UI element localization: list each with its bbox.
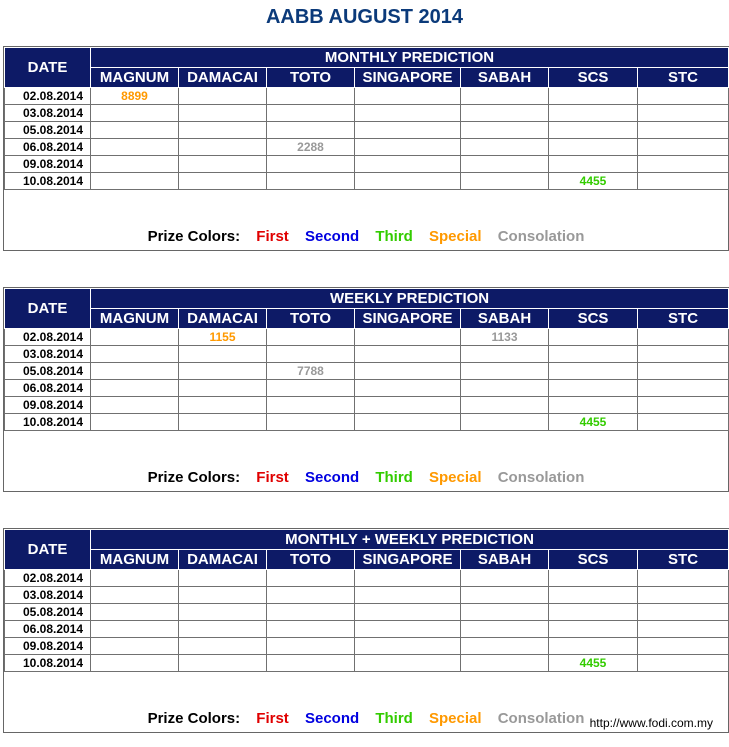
date-cell: 10.08.2014 bbox=[5, 414, 91, 431]
table-row bbox=[5, 380, 729, 397]
prediction-cell-magnum bbox=[91, 329, 179, 346]
prediction-cell-sabah bbox=[461, 570, 549, 587]
prediction-cell-singapore bbox=[355, 173, 461, 190]
prediction-cell-damacai bbox=[179, 122, 267, 139]
prediction-cell-scs bbox=[549, 329, 638, 346]
prediction-grid bbox=[4, 47, 729, 190]
date-cell: 09.08.2014 bbox=[5, 397, 91, 414]
column-header-magnum: MAGNUM bbox=[91, 309, 179, 329]
prediction-cell-stc bbox=[638, 156, 729, 173]
legend-third: Third bbox=[375, 469, 413, 486]
prediction-cell-singapore bbox=[355, 156, 461, 173]
table-row bbox=[5, 570, 729, 587]
prediction-cell-magnum bbox=[91, 397, 179, 414]
prediction-cell-damacai bbox=[179, 397, 267, 414]
table-row bbox=[5, 329, 729, 346]
prediction-cell-toto bbox=[267, 329, 355, 346]
prediction-cell-sabah bbox=[461, 173, 549, 190]
prediction-cell-stc bbox=[638, 414, 729, 431]
prediction-cell-toto: 7788 bbox=[267, 363, 355, 380]
prediction-cell-stc bbox=[638, 329, 729, 346]
prediction-cell-scs bbox=[549, 570, 638, 587]
date-cell: 05.08.2014 bbox=[5, 363, 91, 380]
prediction-cell-singapore bbox=[355, 105, 461, 122]
prediction-grid bbox=[4, 529, 729, 672]
prediction-cell-stc bbox=[638, 105, 729, 122]
prediction-cell-sabah bbox=[461, 88, 549, 105]
column-header-damacai: DAMACAI bbox=[179, 309, 267, 329]
prediction-cell-sabah: 1133 bbox=[461, 329, 549, 346]
prediction-cell-stc bbox=[638, 346, 729, 363]
table-row bbox=[5, 88, 729, 105]
legend-label: Prize Colors: bbox=[147, 710, 241, 727]
prediction-cell-sabah bbox=[461, 346, 549, 363]
legend-consolation: Consolation bbox=[497, 710, 585, 727]
date-cell: 10.08.2014 bbox=[5, 173, 91, 190]
prediction-cell-sabah bbox=[461, 122, 549, 139]
date-cell: 03.08.2014 bbox=[5, 587, 91, 604]
legend-third: Third bbox=[375, 228, 413, 245]
prediction-cell-magnum: 8899 bbox=[91, 88, 179, 105]
prediction-cell-scs bbox=[549, 122, 638, 139]
prediction-cell-damacai bbox=[179, 88, 267, 105]
column-header-scs: SCS bbox=[549, 68, 638, 88]
table-row bbox=[5, 173, 729, 190]
date-cell: 03.08.2014 bbox=[5, 105, 91, 122]
monthly-prediction-table bbox=[3, 46, 729, 251]
prediction-cell-scs bbox=[549, 587, 638, 604]
legend-area bbox=[4, 190, 728, 250]
legend-consolation: Consolation bbox=[497, 469, 585, 486]
column-header-singapore: SINGAPORE bbox=[355, 550, 461, 570]
prediction-cell-magnum bbox=[91, 156, 179, 173]
prediction-cell-magnum bbox=[91, 604, 179, 621]
prediction-cell-magnum bbox=[91, 139, 179, 156]
legend-area bbox=[4, 431, 728, 491]
table-heading: MONTHLY PREDICTION bbox=[91, 48, 729, 68]
prediction-cell-sabah bbox=[461, 139, 549, 156]
page-title: AABB AUGUST 2014 bbox=[265, 6, 464, 28]
legend-third: Third bbox=[375, 710, 413, 727]
prediction-cell-magnum bbox=[91, 587, 179, 604]
prediction-cell-scs bbox=[549, 139, 638, 156]
prediction-cell-magnum bbox=[91, 173, 179, 190]
column-header-stc: STC bbox=[638, 550, 729, 570]
prediction-cell-scs bbox=[549, 346, 638, 363]
prediction-cell-damacai bbox=[179, 156, 267, 173]
prediction-cell-damacai bbox=[179, 587, 267, 604]
prediction-cell-singapore bbox=[355, 587, 461, 604]
prediction-cell-stc bbox=[638, 139, 729, 156]
prediction-cell-magnum bbox=[91, 380, 179, 397]
prediction-cell-damacai bbox=[179, 105, 267, 122]
table-row bbox=[5, 156, 729, 173]
table-row bbox=[5, 414, 729, 431]
table-row bbox=[5, 363, 729, 380]
prediction-cell-damacai bbox=[179, 655, 267, 672]
prediction-cell-stc bbox=[638, 570, 729, 587]
prediction-cell-toto bbox=[267, 173, 355, 190]
prediction-cell-scs: 4455 bbox=[549, 655, 638, 672]
prediction-cell-stc bbox=[638, 88, 729, 105]
legend-special: Special bbox=[429, 228, 482, 245]
table-row bbox=[5, 638, 729, 655]
table-row bbox=[5, 105, 729, 122]
prediction-cell-stc bbox=[638, 122, 729, 139]
weekly-prediction-table bbox=[3, 287, 729, 492]
date-cell: 03.08.2014 bbox=[5, 346, 91, 363]
prediction-cell-singapore bbox=[355, 655, 461, 672]
prize-colors-legend bbox=[4, 228, 728, 245]
prediction-cell-singapore bbox=[355, 380, 461, 397]
prediction-cell-stc bbox=[638, 638, 729, 655]
prediction-cell-scs bbox=[549, 604, 638, 621]
prediction-cell-singapore bbox=[355, 139, 461, 156]
table-row bbox=[5, 604, 729, 621]
table-row bbox=[5, 139, 729, 156]
prediction-cell-toto bbox=[267, 105, 355, 122]
date-cell: 09.08.2014 bbox=[5, 638, 91, 655]
prediction-cell-magnum bbox=[91, 105, 179, 122]
monthly-weekly-prediction-table bbox=[3, 528, 729, 733]
prediction-cell-damacai bbox=[179, 173, 267, 190]
column-header-scs: SCS bbox=[549, 309, 638, 329]
prediction-cell-sabah bbox=[461, 156, 549, 173]
prediction-cell-damacai bbox=[179, 380, 267, 397]
legend-first: First bbox=[256, 710, 289, 727]
prediction-cell-toto bbox=[267, 88, 355, 105]
prediction-cell-sabah bbox=[461, 105, 549, 122]
table-row bbox=[5, 397, 729, 414]
prediction-cell-scs bbox=[549, 88, 638, 105]
prediction-cell-sabah bbox=[461, 604, 549, 621]
prediction-grid bbox=[4, 288, 729, 431]
column-header-singapore: SINGAPORE bbox=[355, 68, 461, 88]
date-header: DATE bbox=[5, 289, 91, 329]
prediction-cell-magnum bbox=[91, 570, 179, 587]
column-header-toto: TOTO bbox=[267, 550, 355, 570]
column-header-damacai: DAMACAI bbox=[179, 550, 267, 570]
prediction-cell-stc bbox=[638, 587, 729, 604]
date-cell: 02.08.2014 bbox=[5, 570, 91, 587]
prediction-cell-damacai bbox=[179, 363, 267, 380]
prediction-cell-singapore bbox=[355, 621, 461, 638]
column-header-toto: TOTO bbox=[267, 309, 355, 329]
column-header-sabah: SABAH bbox=[461, 550, 549, 570]
prediction-cell-magnum bbox=[91, 414, 179, 431]
prediction-cell-scs bbox=[549, 380, 638, 397]
legend-second: Second bbox=[304, 228, 360, 245]
prediction-cell-damacai bbox=[179, 638, 267, 655]
column-header-magnum: MAGNUM bbox=[91, 68, 179, 88]
prediction-cell-scs bbox=[549, 621, 638, 638]
prediction-cell-damacai: 1155 bbox=[179, 329, 267, 346]
prediction-cell-damacai bbox=[179, 414, 267, 431]
date-cell: 05.08.2014 bbox=[5, 122, 91, 139]
column-header-sabah: SABAH bbox=[461, 309, 549, 329]
table-row bbox=[5, 346, 729, 363]
prediction-cell-singapore bbox=[355, 638, 461, 655]
date-header: DATE bbox=[5, 530, 91, 570]
date-cell: 09.08.2014 bbox=[5, 156, 91, 173]
prediction-cell-toto bbox=[267, 397, 355, 414]
prediction-cell-toto bbox=[267, 570, 355, 587]
prediction-cell-sabah bbox=[461, 380, 549, 397]
legend-consolation: Consolation bbox=[497, 228, 585, 245]
prediction-cell-magnum bbox=[91, 363, 179, 380]
prediction-cell-magnum bbox=[91, 621, 179, 638]
prediction-cell-sabah bbox=[461, 587, 549, 604]
prediction-cell-sabah bbox=[461, 363, 549, 380]
prediction-cell-toto bbox=[267, 621, 355, 638]
prediction-cell-damacai bbox=[179, 346, 267, 363]
prediction-cell-singapore bbox=[355, 414, 461, 431]
prediction-cell-damacai bbox=[179, 621, 267, 638]
prediction-cell-damacai bbox=[179, 570, 267, 587]
date-header: DATE bbox=[5, 48, 91, 88]
prediction-cell-scs bbox=[549, 638, 638, 655]
prediction-cell-sabah bbox=[461, 397, 549, 414]
table-body bbox=[5, 329, 729, 431]
prediction-cell-toto bbox=[267, 156, 355, 173]
prediction-cell-toto bbox=[267, 346, 355, 363]
prediction-cell-singapore bbox=[355, 397, 461, 414]
table-row bbox=[5, 655, 729, 672]
prize-colors-legend bbox=[4, 469, 728, 486]
date-cell: 06.08.2014 bbox=[5, 380, 91, 397]
date-cell: 05.08.2014 bbox=[5, 604, 91, 621]
prediction-cell-stc bbox=[638, 655, 729, 672]
website-url: http://www.fodi.com.my bbox=[589, 716, 713, 730]
prediction-cell-scs bbox=[549, 105, 638, 122]
prediction-cell-stc bbox=[638, 397, 729, 414]
column-header-magnum: MAGNUM bbox=[91, 550, 179, 570]
prediction-cell-toto bbox=[267, 655, 355, 672]
column-header-scs: SCS bbox=[549, 550, 638, 570]
prediction-cell-toto bbox=[267, 380, 355, 397]
table-row bbox=[5, 122, 729, 139]
date-cell: 02.08.2014 bbox=[5, 329, 91, 346]
date-cell: 02.08.2014 bbox=[5, 88, 91, 105]
table-body bbox=[5, 88, 729, 190]
prediction-cell-toto bbox=[267, 604, 355, 621]
prediction-cell-singapore bbox=[355, 346, 461, 363]
prediction-cell-stc bbox=[638, 380, 729, 397]
prediction-cell-singapore bbox=[355, 570, 461, 587]
prediction-cell-magnum bbox=[91, 122, 179, 139]
prediction-cell-scs bbox=[549, 156, 638, 173]
prediction-cell-sabah bbox=[461, 414, 549, 431]
prediction-cell-sabah bbox=[461, 638, 549, 655]
prediction-cell-scs: 4455 bbox=[549, 173, 638, 190]
legend-first: First bbox=[256, 228, 289, 245]
prediction-cell-toto bbox=[267, 587, 355, 604]
prediction-cell-damacai bbox=[179, 139, 267, 156]
prediction-cell-damacai bbox=[179, 604, 267, 621]
column-header-damacai: DAMACAI bbox=[179, 68, 267, 88]
date-cell: 06.08.2014 bbox=[5, 621, 91, 638]
column-header-stc: STC bbox=[638, 68, 729, 88]
prediction-cell-stc bbox=[638, 363, 729, 380]
prediction-cell-magnum bbox=[91, 346, 179, 363]
prediction-cell-singapore bbox=[355, 88, 461, 105]
prediction-cell-singapore bbox=[355, 122, 461, 139]
prediction-cell-sabah bbox=[461, 621, 549, 638]
column-header-stc: STC bbox=[638, 309, 729, 329]
prediction-cell-scs: 4455 bbox=[549, 414, 638, 431]
legend-label: Prize Colors: bbox=[147, 469, 241, 486]
prediction-cell-sabah bbox=[461, 655, 549, 672]
prediction-cell-toto bbox=[267, 414, 355, 431]
legend-second: Second bbox=[304, 710, 360, 727]
table-row bbox=[5, 621, 729, 638]
legend-special: Special bbox=[429, 469, 482, 486]
table-body bbox=[5, 570, 729, 672]
prediction-cell-scs bbox=[549, 363, 638, 380]
table-heading: WEEKLY PREDICTION bbox=[91, 289, 729, 309]
prediction-cell-stc bbox=[638, 173, 729, 190]
prediction-cell-toto: 2288 bbox=[267, 139, 355, 156]
date-cell: 10.08.2014 bbox=[5, 655, 91, 672]
date-cell: 06.08.2014 bbox=[5, 139, 91, 156]
prediction-cell-stc bbox=[638, 621, 729, 638]
legend-label: Prize Colors: bbox=[147, 228, 241, 245]
table-heading: MONTHLY + WEEKLY PREDICTION bbox=[91, 530, 729, 550]
legend-second: Second bbox=[304, 469, 360, 486]
column-header-toto: TOTO bbox=[267, 68, 355, 88]
prediction-cell-scs bbox=[549, 397, 638, 414]
prediction-cell-toto bbox=[267, 638, 355, 655]
column-header-sabah: SABAH bbox=[461, 68, 549, 88]
legend-special: Special bbox=[429, 710, 482, 727]
prediction-cell-toto bbox=[267, 122, 355, 139]
prediction-cell-singapore bbox=[355, 329, 461, 346]
prediction-cell-singapore bbox=[355, 363, 461, 380]
legend-first: First bbox=[256, 469, 289, 486]
prediction-cell-singapore bbox=[355, 604, 461, 621]
table-row bbox=[5, 587, 729, 604]
prediction-cell-stc bbox=[638, 604, 729, 621]
column-header-singapore: SINGAPORE bbox=[355, 309, 461, 329]
prediction-cell-magnum bbox=[91, 655, 179, 672]
prediction-cell-magnum bbox=[91, 638, 179, 655]
